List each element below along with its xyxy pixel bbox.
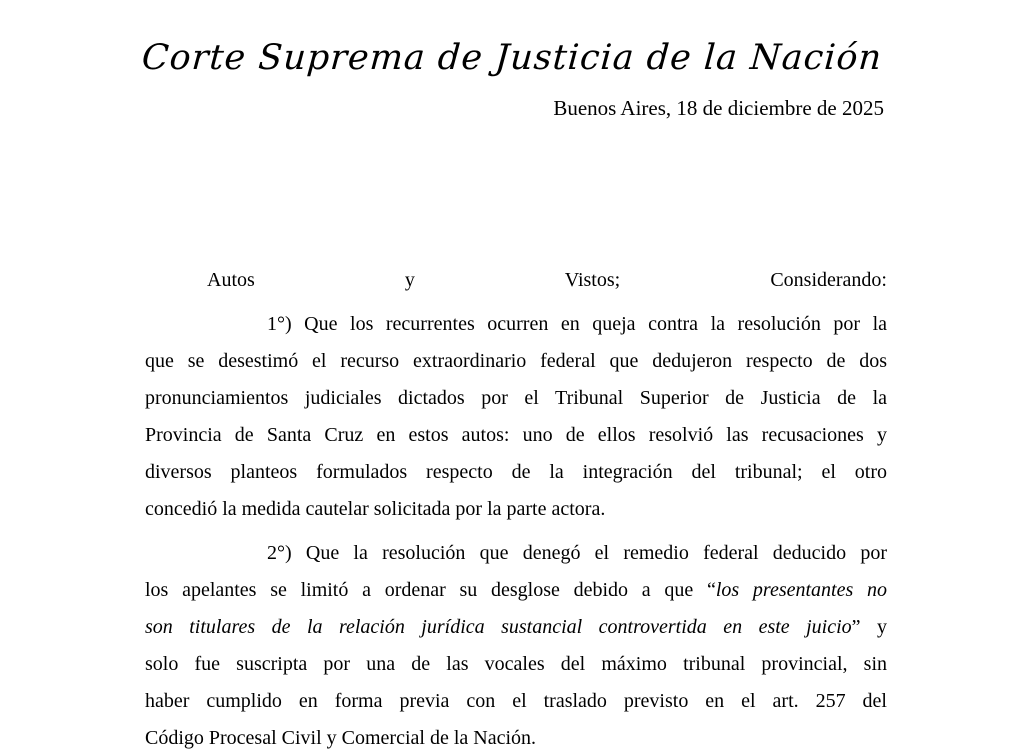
document-line bbox=[145, 720, 887, 756]
paragraph bbox=[145, 306, 887, 528]
text-segment: Provincia de Santa Cruz en estos autos: uno de ellos resolvió las recusaciones y bbox=[145, 424, 887, 446]
document-line bbox=[145, 609, 887, 646]
text-segment: 1°) Que los recurrentes ocurren en queja contra la resolución por la bbox=[267, 313, 887, 335]
text-segment: los apelantes se limitó a ordenar su desglose debido a que “ bbox=[145, 579, 716, 601]
paragraphs-container bbox=[145, 306, 887, 756]
text-segment: diversos planteos formulados respecto de la integración del tribunal; el otro bbox=[145, 461, 887, 483]
document-body bbox=[145, 262, 887, 756]
document-line bbox=[145, 380, 887, 417]
text-segment: que se desestimó el recurso extraordinario federal que dedujeron respecto de dos bbox=[145, 350, 887, 372]
document-line bbox=[145, 572, 887, 609]
document-line bbox=[145, 417, 887, 454]
document-line bbox=[145, 454, 887, 491]
text-segment: Código Procesal Civil y Comercial de la Nación. bbox=[145, 727, 537, 749]
text-segment: pronunciamientos judiciales dictados por el Tribunal Superior de Justicia de la bbox=[145, 387, 887, 409]
document-line bbox=[145, 306, 887, 343]
opening-clause: Autos y Vistos; Considerando: bbox=[207, 269, 887, 291]
text-segment: 2°) Que la resolución que denegó el remedio federal deducido por bbox=[267, 542, 887, 564]
document-line bbox=[145, 535, 887, 572]
document-line bbox=[145, 646, 887, 683]
text-segment: ” y bbox=[851, 616, 887, 638]
document-line bbox=[145, 683, 887, 720]
document-line bbox=[145, 491, 887, 528]
quoted-italic-text: los presentantes no bbox=[715, 579, 887, 601]
document-line bbox=[145, 343, 887, 380]
date-line: Buenos Aires, 18 de diciembre de 2025 bbox=[553, 96, 884, 120]
text-segment: haber cumplido en forma previa con el traslado previsto en el art. 257 del bbox=[145, 690, 887, 712]
court-name-script-header: Corte Suprema de Justicia de la Nación bbox=[140, 38, 884, 78]
quoted-italic-text: son titulares de la relación jurídica sustancial controvertida en este juicio bbox=[145, 616, 852, 638]
text-segment: concedió la medida cautelar solicitada por la parte actora. bbox=[145, 498, 606, 520]
paragraph bbox=[145, 535, 887, 756]
text-segment: solo fue suscripta por una de las vocales del máximo tribunal provincial, sin bbox=[145, 653, 887, 675]
